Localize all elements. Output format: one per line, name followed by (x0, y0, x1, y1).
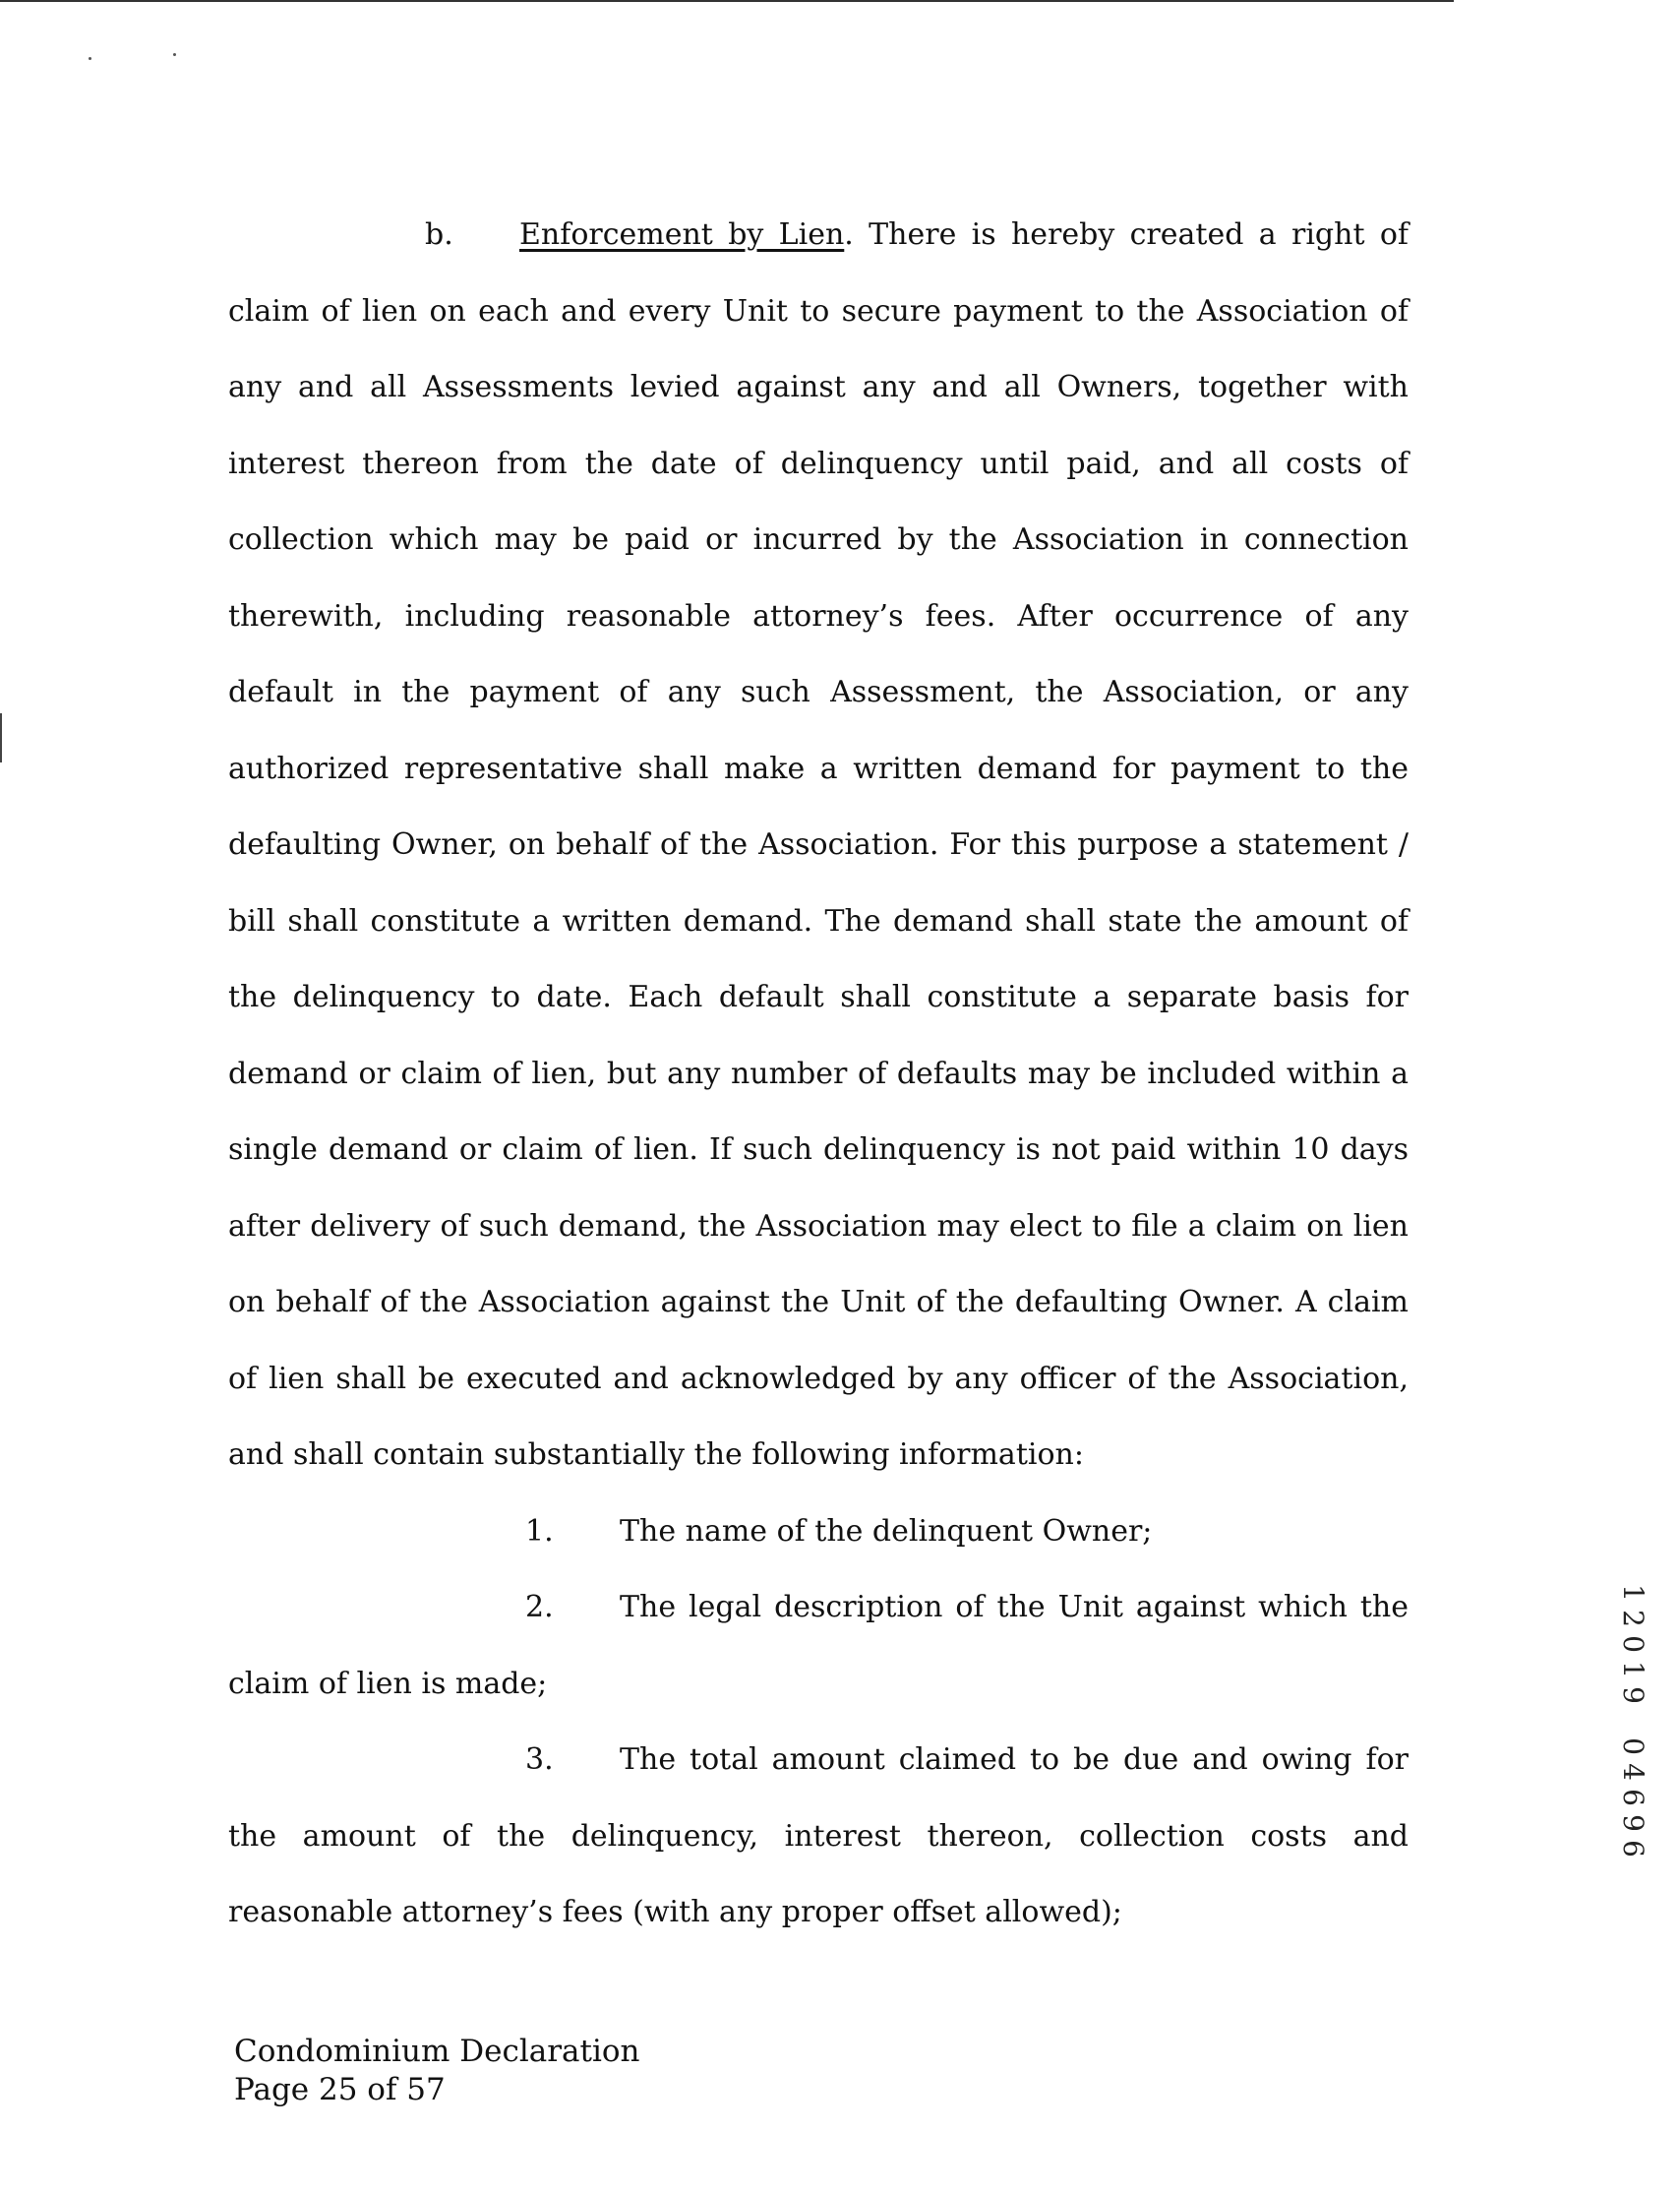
stamp-digit: 0 (1617, 1737, 1650, 1755)
stamp-digit: 9 (1617, 1686, 1650, 1704)
footer-document-title: Condominium Declaration (234, 2034, 640, 2069)
section-marker: b. (425, 217, 453, 252)
paragraph-text: . There is hereby created a right of claim of lien on each and every Unit to secure payment to the Association of any and all Assessments levied against any and all Owners, together with interest thereon from the date of delinquency until paid, and all costs of collection which may be paid or incurred by the Association in connection therewith, including reasonable attorney’s fees. After occurrence of any default in the payment of any such Assessment, the Association, or any authorized representative shall make a written demand for payment to the defaulting Owner, on behalf of the Association. For this purpose a statement / bill shall constitute a written demand. The demand shall state the amount of the delinquency to date. Each default shall constitute a separate basis for demand or claim of lien, but any number of defaults may be included within a single demand or claim of lien. If such delinquency is not paid within 10 days after delivery of such demand, the Association may elect to file a claim on lien on behalf of the Association against the Unit of the defaulting Owner. A claim of lien shall be executed and acknowledged by any officer of the Association, and shall contain substantially the following information: (228, 217, 1409, 1472)
page-footer (234, 2033, 640, 2109)
section-heading: Enforcement by Lien (519, 217, 845, 252)
scan-speck (173, 53, 176, 56)
list-item-text: The name of the delinquent Owner; (620, 1513, 1153, 1549)
list-item-number: 3. (525, 1742, 554, 1777)
list-item-3 (228, 1722, 1409, 1951)
document-body (228, 197, 1409, 1951)
stamp-digit: 6 (1617, 1789, 1650, 1806)
stamp-digit: 6 (1617, 1840, 1650, 1857)
recording-stamp (1613, 1580, 1652, 1856)
stamp-digit: 1 (1617, 1661, 1650, 1678)
stamp-digit: 1 (1617, 1584, 1650, 1602)
top-border-line (0, 0, 1454, 2)
stamp-digit: 9 (1617, 1814, 1650, 1832)
list-item-number: 1. (525, 1513, 554, 1549)
list-item-text: The legal description of the Unit against which the claim of lien is made; (228, 1590, 1409, 1701)
left-edge-mark (0, 713, 2, 762)
stamp-digit: 0 (1617, 1635, 1650, 1653)
list-item-2 (228, 1569, 1409, 1722)
list-item-number: 2. (525, 1590, 554, 1624)
stamp-digit: 2 (1617, 1610, 1650, 1627)
paragraph-enforcement-by-lien (228, 197, 1409, 1493)
list-item-1 (228, 1493, 1409, 1570)
footer-page-number: Page 25 of 57 (234, 2072, 446, 2107)
scan-speck (89, 57, 91, 60)
stamp-digit: 4 (1617, 1763, 1650, 1781)
list-item-text: The total amount claimed to be due and owing for the amount of the delinquency, interest thereon, collection costs and reasonable attorney’s fees (with any proper offset allowed); (228, 1742, 1409, 1929)
